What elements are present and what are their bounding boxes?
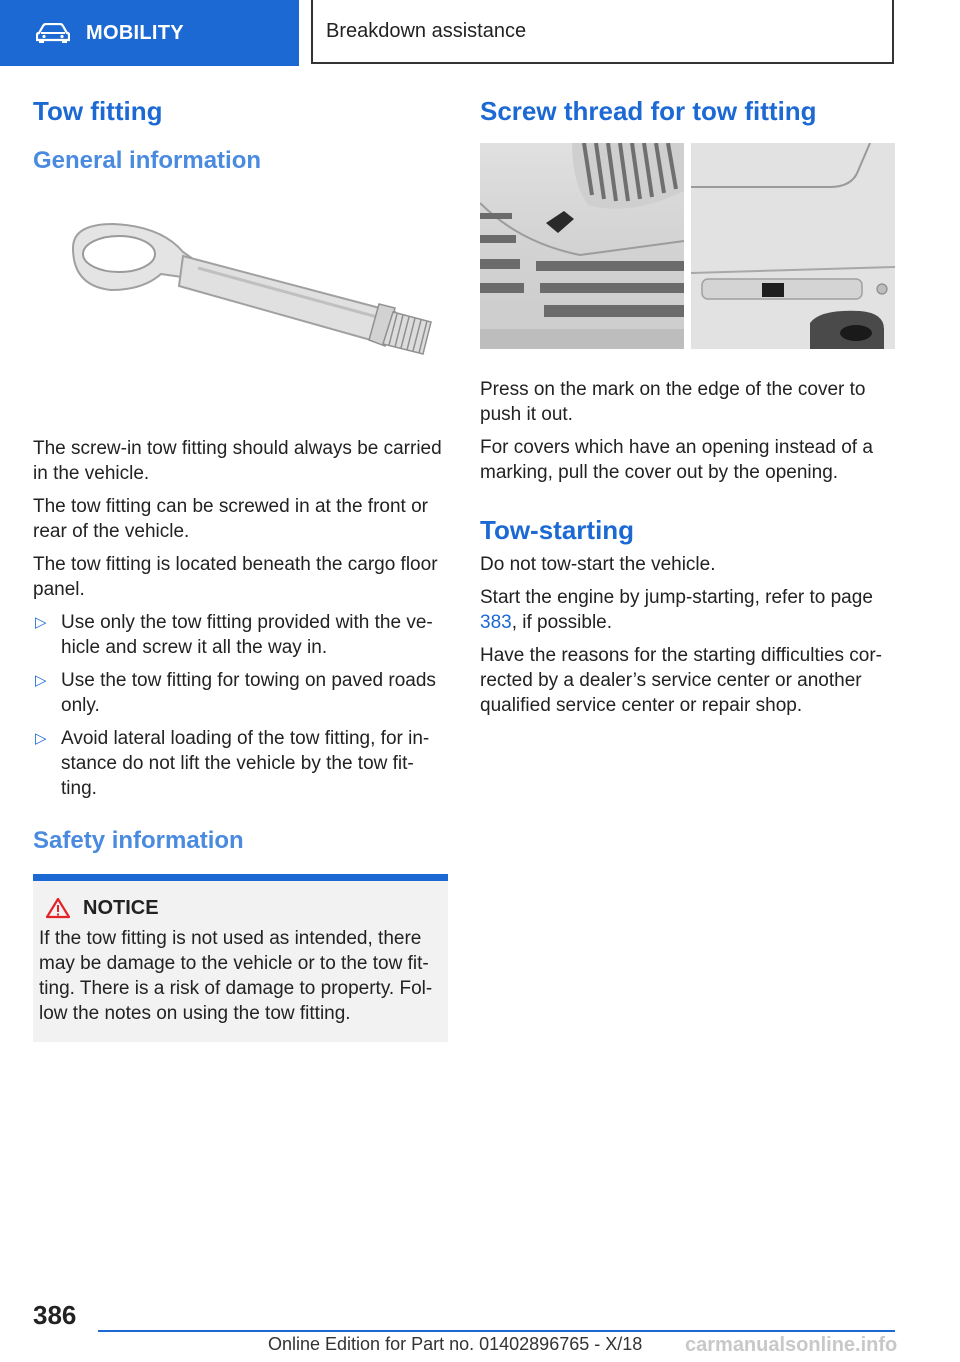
triangle-right-icon: ▷ xyxy=(35,613,47,631)
notice-text: If the tow fitting is not used as intended, there may be damage to the vehicle or to the tow fit-ting. There is a risk of damage to property. Fol-low the notes on using the tow fitting. xyxy=(39,927,433,1024)
warning-triangle-icon xyxy=(45,897,71,919)
page-number: 386 xyxy=(33,1300,77,1330)
list-item: ▷ Use the tow fitting for towing on paved roads only. xyxy=(35,669,436,716)
left-column xyxy=(33,96,448,1042)
tow-fitting-heading: Tow fitting xyxy=(33,96,163,126)
notice-label: NOTICE xyxy=(83,896,159,919)
paragraph: The tow fitting can be screwed in at the front or rear of the vehicle. xyxy=(33,495,428,542)
notice-box xyxy=(33,874,448,1042)
screw-thread-heading: Screw thread for tow fitting xyxy=(480,96,817,126)
chapter-title: Breakdown assistance xyxy=(326,19,527,42)
tow-starting-heading: Tow-starting xyxy=(480,515,635,546)
list-item: ▷ Avoid lateral loading of the tow fitting, for in-stance do not lift the vehicle by the tow fit-ting. xyxy=(35,727,430,799)
paragraph: The tow fitting is located beneath the cargo floor panel. xyxy=(33,553,438,600)
paragraph: Press on the mark on the edge of the cover to push it out. xyxy=(480,379,866,426)
paragraph: For covers which have an opening instead of a marking, pull the cover out by the opening. xyxy=(480,437,873,484)
safety-information-heading: Safety information xyxy=(33,826,244,854)
edition-text: Online Edition for Part no. 01402896765 - X/18 xyxy=(268,1334,643,1354)
chapter-title-box xyxy=(311,0,894,64)
page-header xyxy=(0,0,960,66)
tow-fitting-bullet-list xyxy=(33,610,448,801)
tow-fitting-image xyxy=(33,186,448,408)
watermark: carmanualsonline.info xyxy=(685,1334,898,1356)
general-information-heading: General information xyxy=(33,147,262,175)
paragraph: Do not tow-start the vehicle. xyxy=(480,554,716,576)
page-link[interactable]: 383 xyxy=(480,612,512,634)
notice-header xyxy=(39,897,442,920)
section-tab-mobility[interactable] xyxy=(0,0,299,66)
triangle-right-icon: ▷ xyxy=(35,729,47,747)
list-item: ▷ Use only the tow fitting provided with the ve-hicle and screw it all the way in. xyxy=(35,611,433,658)
footer-divider xyxy=(98,1330,895,1332)
paragraph: The screw-in tow fitting should always be carried in the vehicle. xyxy=(33,437,442,484)
triangle-right-icon: ▷ xyxy=(35,671,47,689)
bumper-cover-image xyxy=(480,143,895,349)
right-column xyxy=(480,96,895,718)
car-icon xyxy=(36,23,70,43)
paragraph-with-link: Start the engine by jump-starting, refer to page 383, if possible. xyxy=(480,587,873,634)
paragraph: Have the reasons for the starting difficulties cor-rected by a dealer’s service center or another qualified service center or repair shop. xyxy=(480,645,883,717)
section-label: MOBILITY xyxy=(86,21,184,44)
